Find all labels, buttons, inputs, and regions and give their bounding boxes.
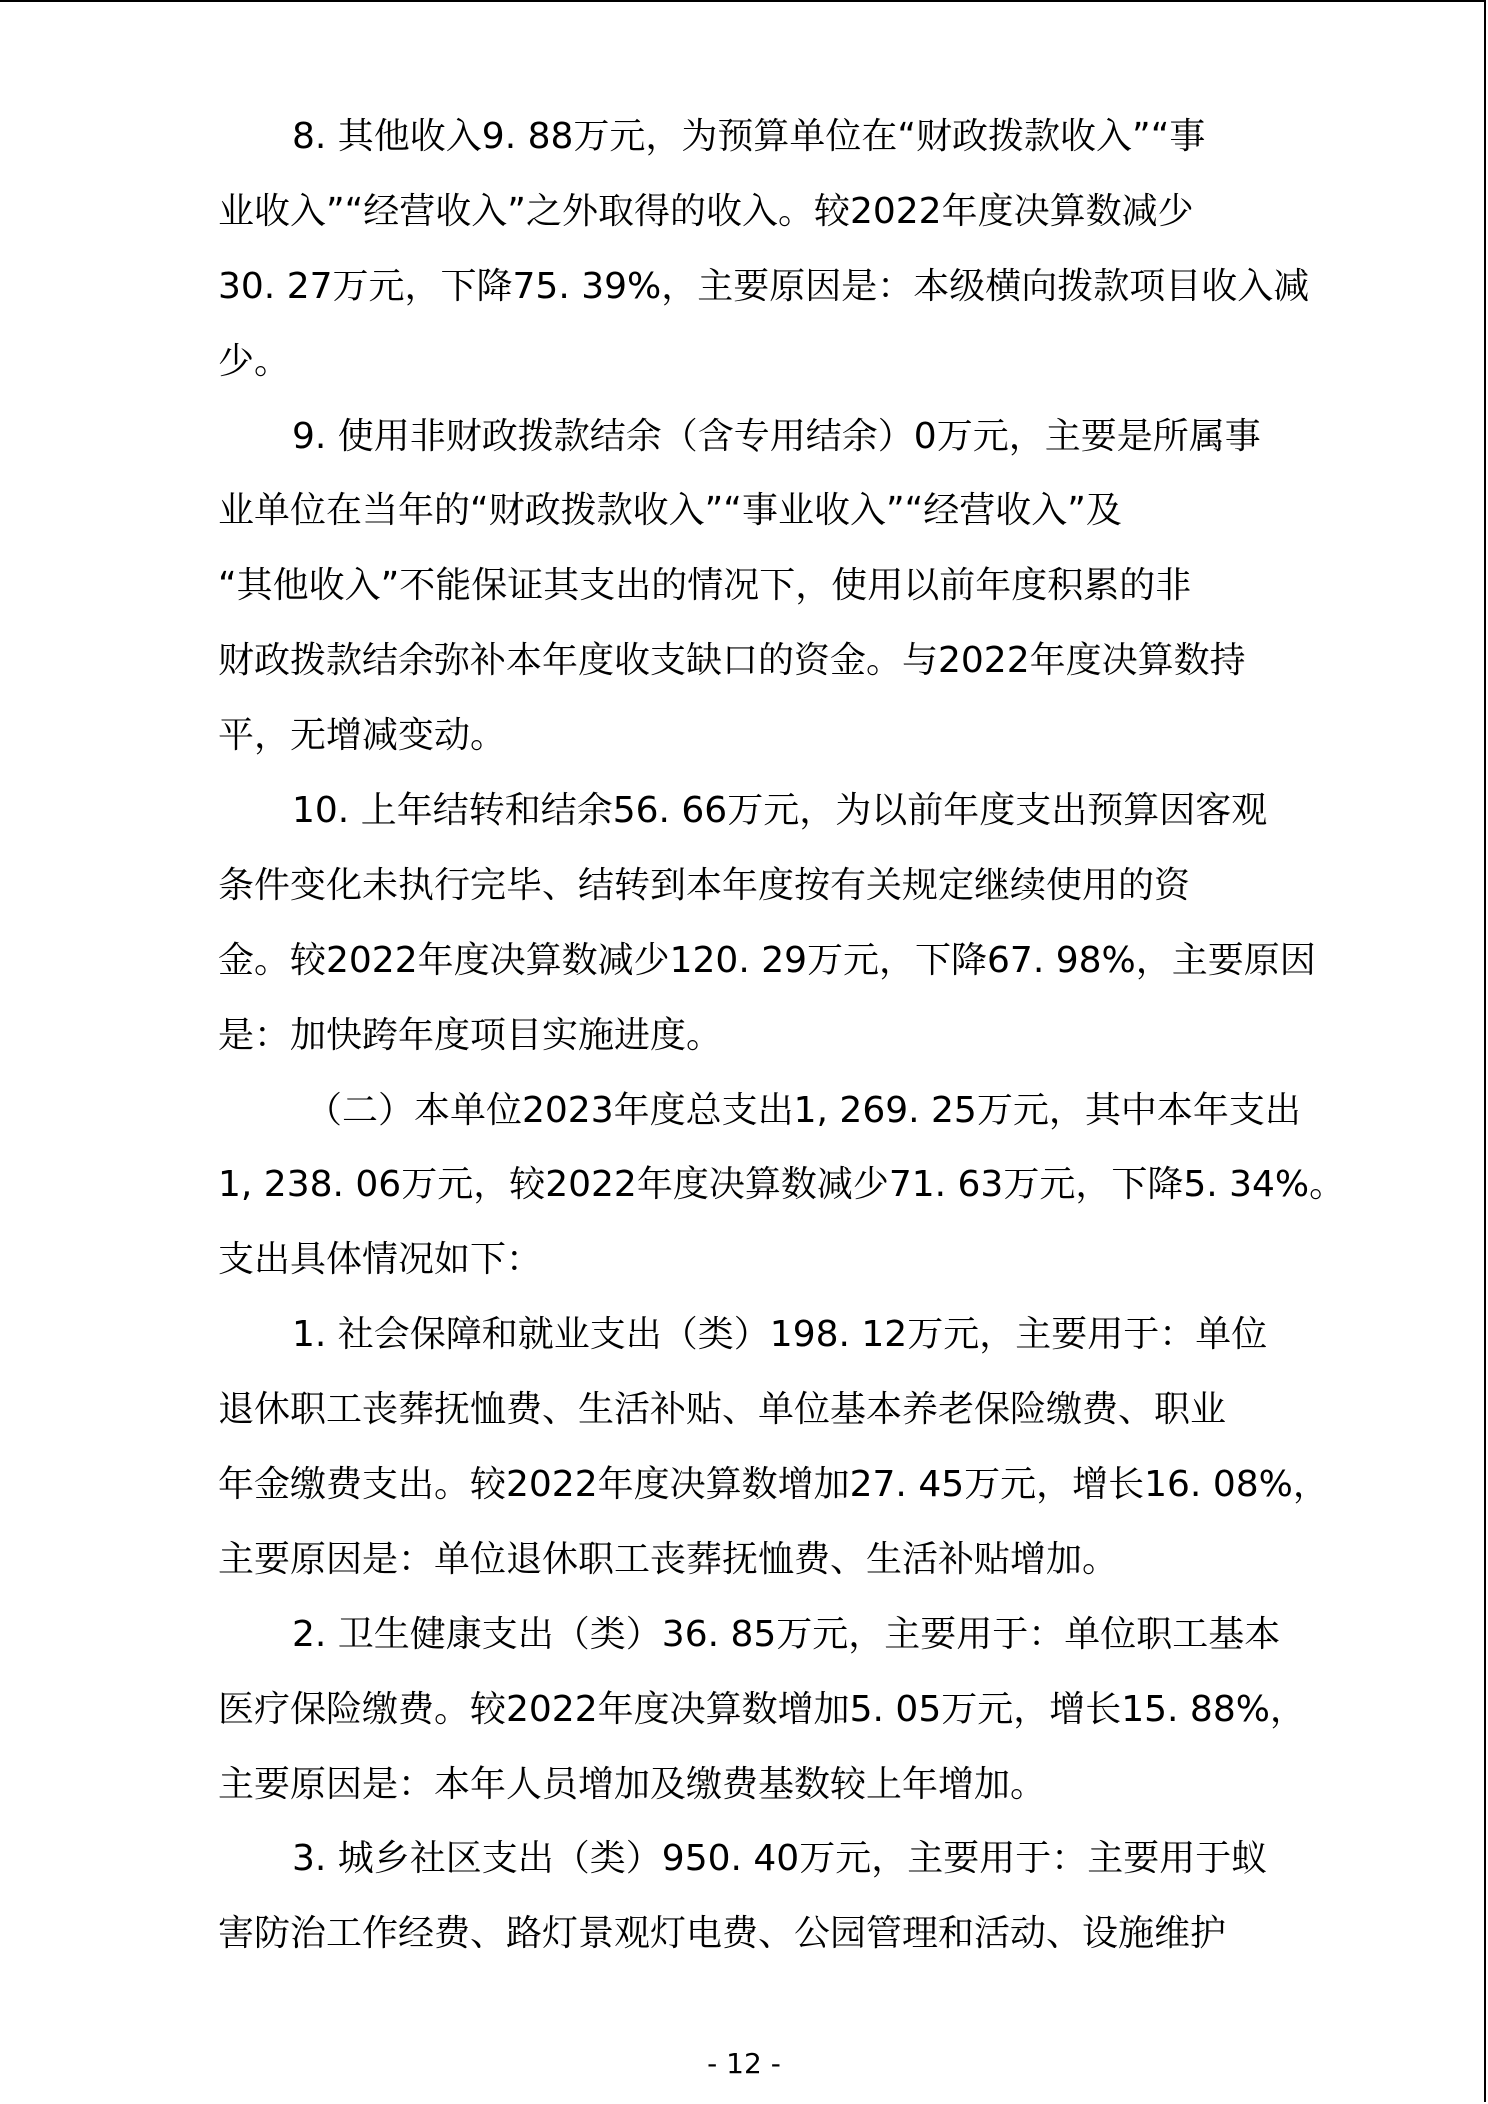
paragraph-line: 支出具体情况如下：: [218, 1239, 543, 1281]
paragraph-line: “其他收入”不能保证其支出的情况下，使用以前年度积累的非: [218, 565, 1192, 607]
paragraph-line: 医疗保险缴费。较2022年度决算数增加5. 05万元，增长15. 88%，: [218, 1688, 1306, 1730]
paragraph-line: （二）本单位2023年度总支出1, 269. 25万元，其中本年支出: [306, 1089, 1301, 1131]
paragraph-line: 平，无增减变动。: [218, 715, 507, 757]
paragraph-line: 30. 27万元，下降75. 39%，主要原因是：本级横向拨款项目收入减: [218, 265, 1310, 307]
document-body: [218, 100, 1346, 1972]
paragraph-line: 主要原因是：本年人员增加及缴费基数较上年增加。: [218, 1763, 1047, 1805]
paragraph-line: 业收入”“经营收入”之外取得的收入。较2022年度决算数减少: [218, 190, 1194, 232]
paragraph-line: 8. 其他收入9. 88万元，为预算单位在“财政拨款收入”“事: [292, 116, 1206, 157]
paragraph-line: 财政拨款结余弥补本年度收支缺口的资金。与2022年度决算数持: [218, 640, 1246, 682]
paragraph-line: 主要原因是：单位退休职工丧葬抚恤费、生活补贴增加。: [218, 1538, 1119, 1580]
paragraph-line: 害防治工作经费、路灯景观灯电费、公园管理和活动、设施维护: [218, 1913, 1227, 1955]
paragraph-line: 金。较2022年度决算数减少120. 29万元，下降67. 98%，主要原因: [218, 939, 1316, 981]
paragraph-line: 少。: [218, 340, 291, 382]
paragraph-line: 3. 城乡社区支出（类）950. 40万元，主要用于：主要用于蚁: [292, 1838, 1268, 1880]
paragraph-line: 年金缴费支出。较2022年度决算数增加27. 45万元，增长16. 08%，: [218, 1464, 1329, 1506]
paragraph-line: 10. 上年结转和结余56. 66万元，为以前年度支出预算因客观: [292, 790, 1268, 832]
paragraph-line: 2. 卫生健康支出（类）36. 85万元，主要用于：单位职工基本: [292, 1613, 1281, 1655]
paragraph-line: 9. 使用非财政拨款结余（含专用结余）0万元，主要是所属事: [292, 415, 1261, 457]
paragraph-line: 业单位在当年的“财政拨款收入”“事业收入”“经营收入”及: [218, 490, 1122, 532]
paragraph-line: 1, 238. 06万元，较2022年度决算数减少71. 63万元，下降5. 34%。: [218, 1164, 1346, 1206]
paragraph-line: 条件变化未执行完毕、结转到本年度按有关规定继续使用的资: [218, 864, 1191, 906]
paragraph-line: 退休职工丧葬抚恤费、生活补贴、单位基本养老保险缴费、职业: [218, 1389, 1227, 1431]
paragraph-line: 是：加快跨年度项目实施进度。: [218, 1014, 723, 1056]
page-number: - 12 -: [707, 2047, 781, 2080]
paragraph-line: 1. 社会保障和就业支出（类）198. 12万元，主要用于：单位: [292, 1314, 1268, 1356]
